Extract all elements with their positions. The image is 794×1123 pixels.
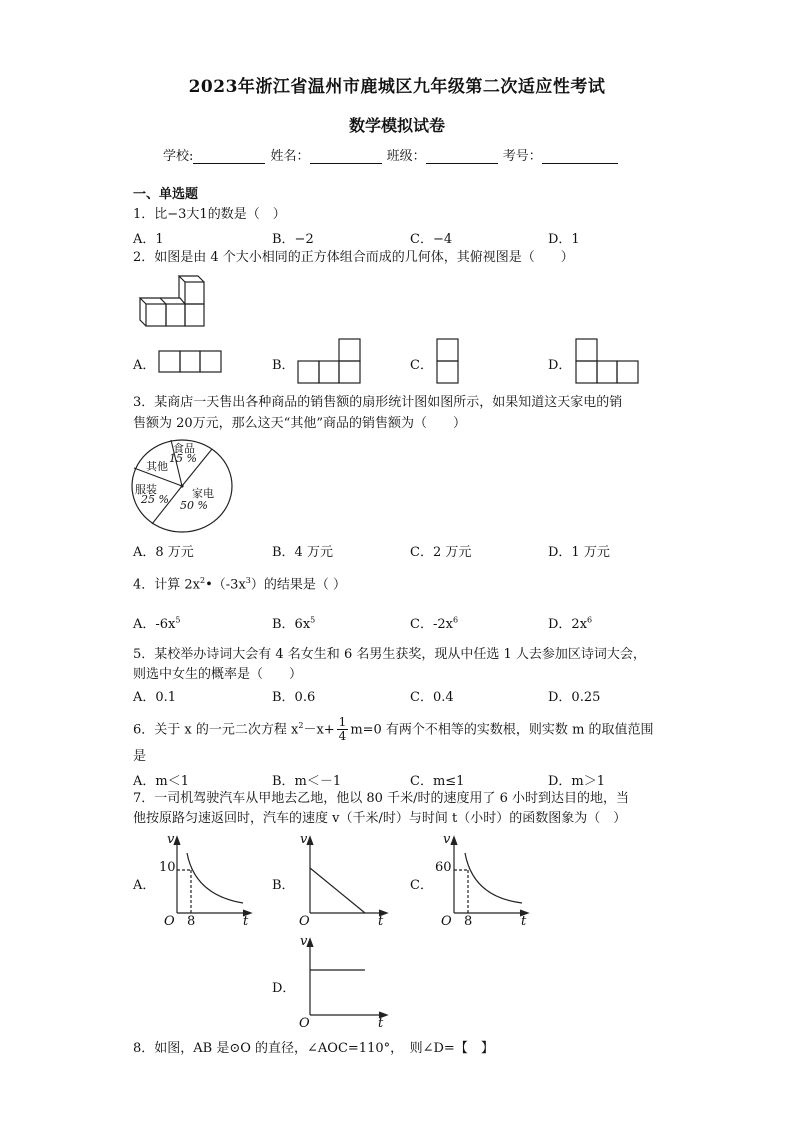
q5-option-c[interactable]: C．0.4 xyxy=(410,690,454,705)
q7-stem-line2: 他按原路匀速返回时，汽车的速度 v（千米/时）与时间 t（小时）的函数图象为（ ） xyxy=(133,811,627,826)
q7-option-b[interactable]: B． xyxy=(272,878,295,893)
q6-fraction-denominator: 4 xyxy=(338,729,347,744)
q6-stem-line2: 是 xyxy=(133,749,147,764)
class-label: 班级： xyxy=(386,149,426,164)
q7a-x-tick: 8 xyxy=(187,914,196,929)
page-subtitle: 数学模拟试卷 xyxy=(348,116,445,135)
q7d-x-axis-label: t xyxy=(378,1016,384,1031)
q7d-y-axis-label: v xyxy=(300,934,308,949)
q4-option-c[interactable] xyxy=(410,613,458,632)
q4-stem-prefix: 4．计算 2x xyxy=(133,577,201,593)
q4-stem-mid: •（-3x xyxy=(205,577,246,593)
q2-cubes-figure xyxy=(133,272,213,330)
q4-stem xyxy=(133,571,346,595)
q5-option-d[interactable]: D．0.25 xyxy=(548,690,601,705)
pie-percent-food: 15 % xyxy=(169,452,197,465)
q2-option-a[interactable]: A． xyxy=(133,358,156,373)
q2-option-a-figure[interactable] xyxy=(158,350,224,372)
q7a-y-tick: 10 xyxy=(159,860,176,875)
q8-stem: 8．如图，AB 是⊙O 的直径，∠AOC=110°， 则∠D=【 】 xyxy=(133,1041,494,1056)
q7c-y-tick: 60 xyxy=(435,860,452,875)
q6-stem-suffix: m=0 有两个不相等的实数根，则实数 m 的取值范围 xyxy=(350,722,654,738)
q3-option-c[interactable]: C．2 万元 xyxy=(410,545,472,560)
student-info-row xyxy=(163,145,618,164)
q6-stem-mid: －x+ xyxy=(303,722,335,738)
q3-option-a[interactable]: A．8 万元 xyxy=(133,545,194,560)
q1-option-b[interactable]: B．−2 xyxy=(272,232,314,247)
q6-stem xyxy=(133,712,654,744)
school-label: 学校: xyxy=(163,149,194,164)
q4-option-c-exp: 6 xyxy=(452,615,459,625)
q4-option-d-exp: 6 xyxy=(587,615,593,625)
q6-fraction xyxy=(337,716,349,743)
q7c-y-axis-label: v xyxy=(443,832,451,847)
name-field[interactable] xyxy=(310,149,382,164)
pie-percent-appliances: 50 % xyxy=(180,499,208,512)
q4-option-b[interactable] xyxy=(272,613,315,632)
q7-option-d[interactable]: D． xyxy=(272,981,296,996)
q4-exp2: 3 xyxy=(245,576,251,585)
q4-option-b-exp: 5 xyxy=(310,615,316,625)
q2-option-b-figure[interactable] xyxy=(297,338,363,384)
q2-option-c-figure[interactable] xyxy=(436,338,460,384)
pie-label-food: 食品 xyxy=(173,442,195,455)
q5-stem-line2: 则选中女生的概率是（ ） xyxy=(133,667,303,682)
q4-exp1: 2 xyxy=(200,576,206,585)
q6-option-b[interactable]: B．m＜－1 xyxy=(272,774,342,789)
q7-stem-line1: 7．一司机驾驶汽车从甲地去乙地，他以 80 千米/时的速度用了 6 小时到达目的地，当 xyxy=(133,791,629,806)
name-label: 姓名： xyxy=(270,149,310,164)
q4-option-d[interactable] xyxy=(548,613,592,632)
q2-stem: 2．如图是由 4 个大小相同的正方体组合而成的几何体，其俯视图是（ ） xyxy=(133,250,574,265)
q4-stem-suffix: ）的结果是（ ） xyxy=(250,577,347,593)
exam-number-field[interactable] xyxy=(542,149,618,164)
pie-label-other: 其他 xyxy=(146,460,168,473)
q1-option-c[interactable]: C．−4 xyxy=(410,232,453,247)
q7a-x-axis-label: t xyxy=(243,914,249,929)
pie-percent-clothing: 25 % xyxy=(141,493,169,506)
q7c-origin: O xyxy=(441,914,452,929)
q7d-origin: O xyxy=(299,1016,310,1031)
q4-option-d-label: D．2x xyxy=(548,617,588,632)
q6-stem-prefix: 6．关于 x 的一元二次方程 x xyxy=(133,722,299,738)
q4-option-b-label: B．6x xyxy=(272,617,311,632)
q5-option-b[interactable]: B．0.6 xyxy=(272,690,316,705)
q3-stem-line1: 3．某商店一天售出各种商品的销售额的扇形统计图如图所示，如果知道这天家电的销 xyxy=(133,395,623,410)
q3-stem-line2: 售额为 20万元，那么这天“其他”商品的销售额为（ ） xyxy=(133,416,466,431)
q2-option-d-figure[interactable] xyxy=(575,338,641,384)
q5-option-a[interactable]: A．0.1 xyxy=(133,690,177,705)
q4-option-a-label: A．-6x xyxy=(133,617,176,632)
q6-exp: 2 xyxy=(298,721,304,730)
q7b-y-axis-label: v xyxy=(300,832,308,847)
q7a-origin: O xyxy=(164,914,175,929)
q7a-y-axis-label: v xyxy=(167,832,175,847)
q7b-x-axis-label: t xyxy=(378,914,384,929)
q7-option-c[interactable]: C． xyxy=(410,878,433,893)
q3-option-d[interactable]: D．1 万元 xyxy=(548,545,610,560)
q1-stem: 1．比−3大1的数是（ ） xyxy=(133,207,286,222)
q3-option-b[interactable]: B．4 万元 xyxy=(272,545,333,560)
exam-number-label: 考号： xyxy=(502,149,542,164)
q6-option-c[interactable]: C．m≤1 xyxy=(410,774,465,789)
pie-label-appliances: 家电 xyxy=(192,487,214,500)
q1-option-d[interactable]: D．1 xyxy=(548,232,580,247)
q4-option-c-label: C．-2x xyxy=(410,617,453,632)
pie-label-clothing: 服装 xyxy=(135,483,157,496)
class-field[interactable] xyxy=(426,149,498,164)
q2-option-b[interactable]: B． xyxy=(272,358,295,373)
q7-option-a[interactable]: A． xyxy=(133,878,156,893)
q2-option-d[interactable]: D． xyxy=(548,358,572,373)
q4-option-a-exp: 5 xyxy=(175,615,181,625)
page-title: 2023年浙江省温州市鹿城区九年级第二次适应性考试 xyxy=(188,77,606,97)
q7b-origin: O xyxy=(299,914,310,929)
q5-stem-line1: 5．某校举办诗词大会有 4 名女生和 6 名男生获奖，现从中任选 1 人去参加区诗词大会， xyxy=(133,647,646,662)
q6-option-d[interactable]: D．m＞1 xyxy=(548,774,606,789)
q7c-x-axis-label: t xyxy=(521,914,527,929)
q7c-x-tick: 8 xyxy=(464,914,473,929)
q4-option-a[interactable] xyxy=(133,613,180,632)
school-field[interactable] xyxy=(193,149,265,164)
section-heading: 一、单选题 xyxy=(133,187,199,202)
q6-option-a[interactable]: A．m＜1 xyxy=(133,774,189,789)
q6-fraction-numerator: 1 xyxy=(338,715,347,730)
q2-option-c[interactable]: C． xyxy=(410,358,433,373)
q1-option-a[interactable]: A．1 xyxy=(133,232,164,247)
